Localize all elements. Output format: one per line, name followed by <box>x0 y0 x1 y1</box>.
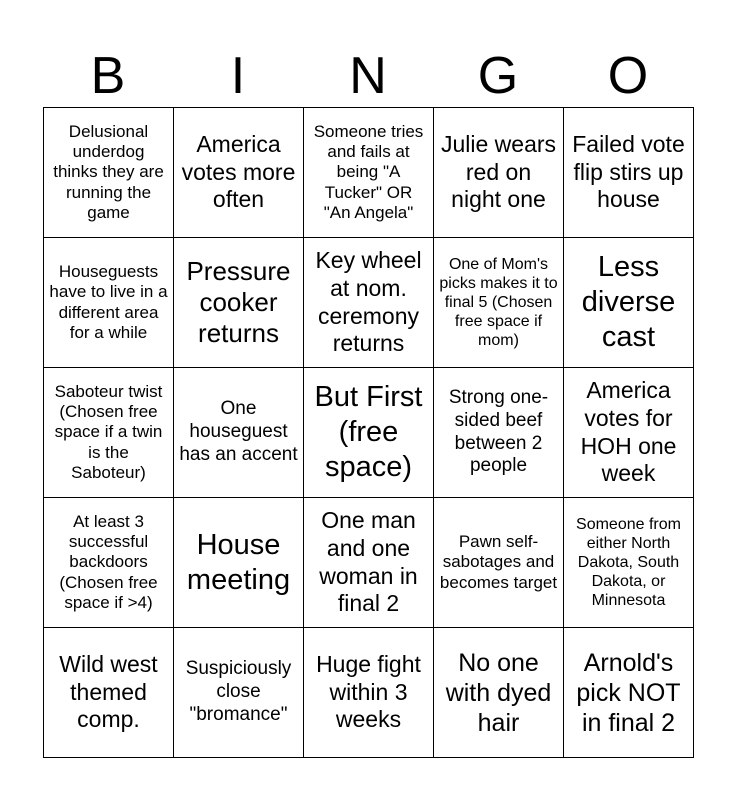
free-space-cell[interactable] <box>304 368 434 498</box>
bingo-cell[interactable] <box>174 368 304 498</box>
bingo-cell[interactable] <box>44 108 174 238</box>
bingo-cell[interactable] <box>174 238 304 368</box>
cell-text: Arnold's pick NOT in final 2 <box>576 648 681 737</box>
bingo-cell[interactable] <box>304 498 434 628</box>
header-letter-o: O <box>607 47 649 105</box>
cell-text: Julie wears red on night one <box>440 131 557 213</box>
cell-text: Suspiciously close "bromance" <box>185 658 292 725</box>
bingo-cell[interactable] <box>434 108 564 238</box>
bingo-cell[interactable] <box>434 368 564 498</box>
cell-text: Strong one-sided beef between 2 people <box>448 386 549 477</box>
bingo-cell[interactable] <box>44 368 174 498</box>
cell-text: Saboteur twist (Chosen free space if a twin is the Saboteur) <box>54 381 163 483</box>
cell-text: America votes for HOH one week <box>580 377 677 487</box>
bingo-header <box>43 46 693 106</box>
cell-text: Someone from either North Dakota, South Dakota, or Minnesota <box>576 515 681 610</box>
bingo-cell[interactable] <box>174 108 304 238</box>
cell-text: Failed vote flip stirs up house <box>572 131 685 213</box>
cell-text: At least 3 successful backdoors (Chosen free space if >4) <box>59 511 158 613</box>
bingo-cell[interactable] <box>304 108 434 238</box>
cell-text: But First (free space) <box>314 381 423 483</box>
bingo-board <box>43 107 694 758</box>
bingo-cell[interactable] <box>44 628 174 758</box>
bingo-cell[interactable] <box>434 238 564 368</box>
cell-text: Wild west themed comp. <box>59 651 158 733</box>
bingo-cell[interactable] <box>44 238 174 368</box>
cell-text: Less diverse cast <box>581 251 676 353</box>
cell-text: One houseguest has an accent <box>179 398 298 465</box>
cell-text: Pressure cooker returns <box>186 255 291 349</box>
cell-text: Key wheel at nom. ceremony returns <box>315 247 422 357</box>
header-letter-n: N <box>349 47 387 105</box>
bingo-cell[interactable] <box>304 628 434 758</box>
header-letter-i: I <box>230 47 246 105</box>
bingo-cell[interactable] <box>174 498 304 628</box>
bingo-cell[interactable] <box>564 498 694 628</box>
header-letter-b: B <box>90 47 126 105</box>
bingo-cell[interactable] <box>564 108 694 238</box>
cell-text: House meeting <box>186 528 291 596</box>
bingo-cell[interactable] <box>434 498 564 628</box>
bingo-cell[interactable] <box>304 238 434 368</box>
bingo-cell[interactable] <box>564 368 694 498</box>
cell-text: Huge fight within 3 weeks <box>316 651 421 733</box>
header-letter-g: G <box>477 47 519 105</box>
bingo-cell[interactable] <box>564 628 694 758</box>
cell-text: One man and one woman in final 2 <box>319 507 418 617</box>
bingo-cell[interactable] <box>564 238 694 368</box>
bingo-cell[interactable] <box>44 498 174 628</box>
cell-text: America votes more often <box>181 131 296 213</box>
bingo-cell[interactable] <box>434 628 564 758</box>
cell-text: Houseguests have to live in a different area for a while <box>49 261 168 342</box>
cell-text: No one with dyed hair <box>445 648 552 737</box>
cell-text: Pawn self-sabotages and becomes target <box>439 531 558 592</box>
bingo-cell[interactable] <box>174 628 304 758</box>
cell-text: One of Mom's picks makes it to final 5 (Chosen free space if mom) <box>439 255 558 350</box>
cell-text: Someone tries and fails at being "A Tucker" OR "An Angela" <box>313 121 424 223</box>
cell-text: Delusional underdog thinks they are running the game <box>53 121 164 223</box>
